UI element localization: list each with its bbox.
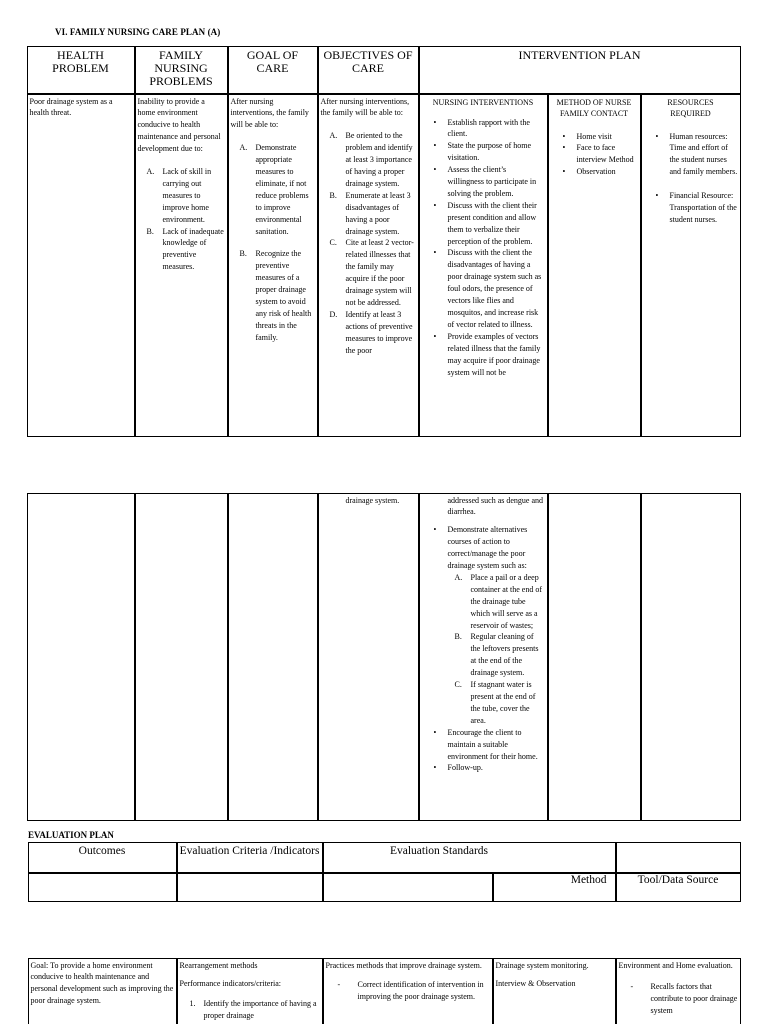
eval-method-1: Drainage system monitoring. xyxy=(495,960,589,970)
family-problem-intro: Inability to provide a home environment conducive to health maintenance and personal development due to: xyxy=(137,96,221,154)
objective-item: B. Enumerate at least 3 disadvantages of having a poor drainage system. xyxy=(329,190,411,236)
header-intervention-plan: INTERVENTION PLAN xyxy=(419,46,741,94)
method-item: • Observation xyxy=(551,166,638,178)
eval-row-criteria xyxy=(177,873,323,902)
objective-item: C. Cite at least 2 vector-related illnesses that the family may acquire if the poor drainage system will not be addressed. xyxy=(329,238,414,307)
objectives-cell xyxy=(318,94,419,437)
objectives-intro: After nursing interventions, the family will be able to: xyxy=(320,96,410,118)
objectives-continuation: drainage system. xyxy=(345,495,400,505)
family-problem-cell xyxy=(135,94,228,437)
intervention-item: • Discuss with the client the disadvantages of having a poor drainage system such as foul odors, the presence of vectors like flies and mosquitos, and increase risk of vector related to illness. xyxy=(422,247,545,330)
goal-intro: After nursing interventions, the family will be able to: xyxy=(230,96,309,130)
intervention-sub-item: B. Regular cleaning of the leftovers presents at the end of the drainage system. xyxy=(454,632,539,678)
goal-item: B. Recognize the preventive measures of a proper drainage system to avoid any risk of health threats in the family. xyxy=(239,249,312,342)
eval-criteria-item: 1. Identify the importance of having a proper drainage xyxy=(189,999,317,1021)
header-nursing-interventions: NURSING INTERVENTIONS xyxy=(432,97,534,107)
goal-item: A. Demonstrate appropriate measures to eliminate, if not reduce problems to improve environmental sanitation. xyxy=(239,143,309,236)
health-problem-cell xyxy=(27,94,135,437)
intervention-sub-item: A. Place a pail or a deep container at the end of the drainage tube which will serve as a reservoir of wastes; xyxy=(454,572,543,630)
eval-standards-item: - Correct identification of intervention in improving the poor drainage system. xyxy=(326,979,490,1003)
eval-goal-text: Goal: To provide a home environment conducive to health maintenance and personal development such as improving the poor drainage system. xyxy=(30,960,174,1006)
goal-cell xyxy=(228,94,318,437)
health-problem-text: Poor drainage system as a health threat. xyxy=(29,96,113,118)
eval-tool-1: Environment and Home evaluation. xyxy=(618,960,733,970)
intervention-item: • Establish rapport with the client. xyxy=(422,117,545,141)
continued-method-cell xyxy=(548,493,641,821)
eval-row-standards xyxy=(323,873,493,902)
eval-header-method: Method xyxy=(493,873,616,902)
continued-interventions-cell xyxy=(419,493,548,821)
eval-criteria-cell xyxy=(177,958,323,1024)
intervention-sub-item: C. If stagnant water is present at the end of the tube, cover the area. xyxy=(454,680,536,725)
method-item: • Home visit xyxy=(551,131,638,143)
intervention-continuation: addressed such as dengue and diarrhea. xyxy=(447,495,544,517)
continued-objectives-cell xyxy=(318,493,419,821)
header-method-of-contact: METHOD OF NURSE FAMILY CONTACT xyxy=(556,97,632,118)
eval-header-blank xyxy=(616,842,741,873)
eval-criteria-sub: Performance indicators/criteria: xyxy=(179,979,282,989)
intervention-item: • State the purpose of home visitation. xyxy=(422,140,545,164)
continued-health-problem-cell xyxy=(27,493,135,821)
eval-header-standards: Evaluation Standards xyxy=(323,842,616,873)
eval-criteria-title: Rearrangement methods xyxy=(179,960,258,970)
header-family-nursing-problems: FAMILY NURSING PROBLEMS xyxy=(135,46,228,94)
eval-tool-item: - Recalls factors that contribute to poor drainage system xyxy=(619,981,738,1017)
objective-item: D. Identify at least 3 actions of preventive measures to improve the poor xyxy=(329,309,413,355)
eval-standards-title: Practices methods that improve drainage system. xyxy=(325,960,482,970)
intervention-item: • Encourage the client to maintain a suitable environment for their home. xyxy=(422,727,545,763)
eval-method-cell xyxy=(493,958,616,1024)
eval-header-tool: Tool/Data Source xyxy=(616,873,741,902)
intervention-item: • Demonstrate alternatives courses of action to correct/manage the poor drainage system such as: A. Place a pail or a deep container at the end of the drainage tube which will serve as a reservoir of wastes; B. Regular cleaning of the leftovers presents at the end of the drainage system. C. If stagnant water is present at the end of the tube, cover the area. xyxy=(422,524,545,726)
document-title: VI. FAMILY NURSING CARE PLAN (A) xyxy=(55,27,221,37)
method-contact-cell xyxy=(548,94,641,437)
continued-goal-cell xyxy=(228,493,318,821)
header-goal-of-care: GOAL OF CARE xyxy=(228,46,318,94)
eval-standards-cell xyxy=(323,958,493,1024)
header-resources-required: RESOURCES REQUIRED xyxy=(667,97,714,118)
resources-cell xyxy=(641,94,741,437)
resource-item: • Financial Resource: Transportation of the student nurses. xyxy=(644,190,738,226)
resource-item: • Human resources: Time and effort of the student nurses and family members. xyxy=(644,131,738,179)
eval-row-outcomes xyxy=(28,873,177,902)
eval-header-criteria: Evaluation Criteria /Indicators xyxy=(177,842,323,873)
intervention-item: • Follow-up. xyxy=(422,762,545,774)
method-item: • Face to face interview Method xyxy=(551,142,638,166)
nursing-interventions-cell xyxy=(419,94,548,437)
header-objectives-of-care: OBJECTIVES OF CARE xyxy=(318,46,419,94)
header-health-problem: HEALTH PROBLEM xyxy=(27,46,135,94)
eval-tool-cell xyxy=(616,958,741,1024)
intervention-item: • Assess the client’s willingness to participate in solving the problem. xyxy=(422,164,545,200)
continued-resources-cell xyxy=(641,493,741,821)
continued-family-problem-cell xyxy=(135,493,228,821)
eval-goal-cell xyxy=(28,958,177,1024)
objective-item: A. Be oriented to the problem and identify at least 3 importance of having a proper drainage system. xyxy=(329,131,413,188)
family-problem-item: B. Lack of inadequate knowledge of preventive measures. xyxy=(146,226,224,272)
eval-header-outcomes: Outcomes xyxy=(28,842,177,873)
intervention-item: • Discuss with the client their present condition and allow them to verbalize their perception of the problem. xyxy=(422,200,545,248)
intervention-item: • Provide examples of vectors related illness that the family may acquire if poor drainage system will not be xyxy=(422,331,545,379)
family-problem-item: A. Lack of skill in carrying out measures to improve home environment. xyxy=(146,167,212,224)
evaluation-plan-title: EVALUATION PLAN xyxy=(28,830,114,840)
eval-method-2: Interview & Observation xyxy=(495,979,576,989)
